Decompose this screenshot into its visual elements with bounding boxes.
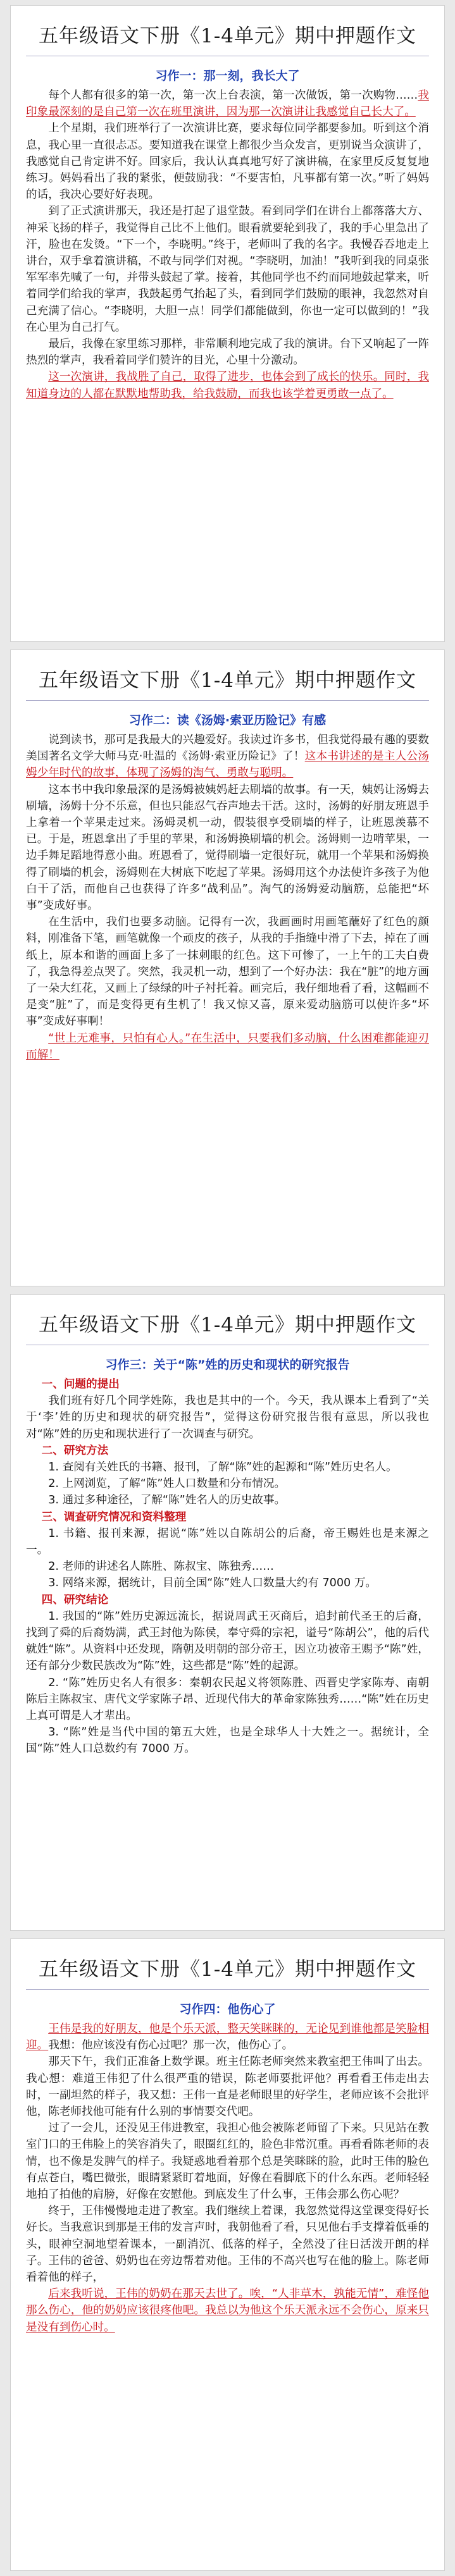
paragraph [26,1030,429,1063]
text-run: 在生活中，我们也要多动脑。记得有一次，我画画时用画笔蘸好了红色的颜料，刚准备下笔，画笔就像一个顽皮的孩子，从我的手指缝中滑了下去，掉在了画纸上，原本和谐的画面上多了一抹刺眼的红色。这下可惨了，一上午的工夫白费了，我急得差点哭了。突然，我灵机一动，想到了一个好办法：我在“脏”的地方画了一朵大红花，又画上了绿绿的叶子衬托着。画完后，我仔细地看了看，这幅画不是变“脏”了，而是变得更有生机了！我又惊又喜，原来爱动脑筋可以使许多“坏事”变成好事啊！ [26,916,429,1028]
page-title: 五年级语文下册《1-4单元》期中押题作文 [39,669,416,692]
divider [26,1345,429,1354]
section-heading: 一、问题的提出 [41,1378,120,1391]
paragraph: 2. “陈”姓历史名人有很多：秦朝农民起义将领陈胜、西晋史学家陈寿、南朝陈后主陈叔宝、唐代文学家陈子昂、近现代伟大的革命家陈独秀……“陈”姓在历史上真可谓是人才辈出。 [26,1676,429,1723]
paragraph [26,120,429,203]
paragraph [26,369,429,402]
essay-subtitle: 习作四：他伤心了 [179,2002,276,2016]
essay-subtitle: 习作二：读《汤姆·索亚历险记》有感 [128,713,327,727]
paragraph [26,914,429,1030]
report-body [26,1376,429,1758]
text-run: 说到读书，那可是我最大的兴趣爱好。我读过许多书，但我觉得最有趣的要数美国著名文学大师马克·吐温的《汤姆·索亚历险记》了！ [26,734,429,763]
paragraph [26,782,429,915]
divider [26,56,429,65]
text-run: 上个星期，我们班举行了一次演讲比赛，要求每位同学都要参加。听到这个消息，我心里一直很忐忑。要知道我在课堂上都很少当众发言，更别说当众演讲了，我感觉自己肯定讲不好。回家后，我认认真真地写好了演讲稿，在家里反反复复地练习。妈妈看出了我的紧张，便鼓励我：“不要害怕，凡事都有第一次。”听了妈妈的话，我决心要好好表现。 [26,122,429,202]
text-run: 到了正式演讲那天，我还是打起了退堂鼓。看到同学们在讲台上都落落大方、神采飞扬的样子，我觉得自己比不上他们。眼看就要轮到我了，我的手心里急出了汗，脸也在发烫。“下一个，李晓明。”终于，老师叫了我的名字。我慢吞吞地走上讲台，双手拿着演讲稿，不敢与同学们对视。“李晓明，加油！”我听到我的同桌张军军率先喊了一句，并带头鼓起了掌。接着，其他同学也不约而同地鼓起掌来，听着同学们给我的掌声，我鼓起勇气抬起了头，看到同学们鼓励的眼神，我忽然对自己充满了信心。“李晓明，大胆一点！同学们都能做到，你也一定可以做到的！”我在心里为自己打气。 [26,205,429,334]
paragraph: 2. 上网浏览，了解“陈”姓人口数量和分布情况。 [48,1477,286,1491]
paragraph: 3. 网络来源，据统计，目前全国“陈”姓人口数量大约有 7000 万。 [48,1577,377,1590]
section-heading: 二、研究方法 [41,1444,109,1457]
essay-card-4 [10,1938,445,2571]
highlighted-text: “世上无难事，只怕有心人。”在生活中，只要我们多动脑，什么困难都能迎刃而解！ [26,1032,429,1061]
essay-subtitle: 习作三：关于“陈”姓的历史和现状的研究报告 [105,1358,350,1372]
essay-body [26,2021,429,2336]
paragraph [26,2054,429,2120]
text-run: 那天下午，我们正准备上数学课。班主任陈老师突然来教室把王伟叫了出去。我心想：难道王伟犯了什么很严重的错误，陈老师要批评他？再看看王伟走出去时，一副坦然的样子，我又想：王伟一直是老师眼里的好学生，老师应该不会批评他，陈老师找他可能有什么别的事情要交代吧。 [26,2055,429,2119]
divider [26,1989,429,1999]
text-run: 每个人都有很多的第一次，第一次上台表演，第一次做饭，第一次购物…… [48,89,418,102]
text-run: 我想：他应该没有伤心过吧？那一次，他伤心了。 [48,2039,294,2052]
paragraph: 我们班有好几个同学姓陈，我也是其中的一个。今天，我从课本上看到了“关于‘李’姓的历史和现状的研究报告”，觉得这份研究报告很有意思，所以我也对“陈”姓的历史和现状进行了一次调查与研究。 [26,1395,429,1441]
paragraph: 3. 通过多种途径，了解“陈”姓名人的历史故事。 [48,1494,286,1507]
paragraph [26,2286,429,2336]
paragraph [26,732,429,782]
paragraph: 1. 查阅有关姓氏的书籍、报刊，了解“陈”姓的起源和“陈”姓历史名人。 [48,1461,397,1474]
paragraph [26,2203,429,2286]
text-run: 过了一会儿，还没见王伟进教室，我担心他会被陈老师留了下来。只见站在教室门口的王伟脸上的笑容消失了，眼圈红红的，脸色非常沉重。再看看陈老师的表情，也不像是发脾气的样子。我疑惑地看着那个总是笑眯眯的脸，此时王伟的脸色有点苍白，嘴巴微张，眼睛紧紧盯着地面，好像在看脚底下的什么东西。老师轻轻地拍了拍他的肩膀，好像在安慰他。到底发生了什么事，王伟会那么伤心呢？ [26,2122,429,2202]
paragraph [26,203,429,336]
highlighted-text: 我印象最深刻的是自己第一次在班里演讲，因为那一次演讲让我感觉自己长大了。 [26,89,429,119]
paragraph [26,2120,429,2203]
page-title: 五年级语文下册《1-4单元》期中押题作文 [39,25,416,47]
page-title: 五年级语文下册《1-4单元》期中押题作文 [39,1314,416,1336]
essay-subtitle: 习作一：那一刻，我长大了 [155,69,300,83]
essay-card-1 [10,5,445,642]
highlighted-text: 这一次演讲，我战胜了自己，取得了进步，也体会到了成长的快乐。同时，我知道身边的人都在默默地帮助我，给我鼓励，而我也该学着更勇敢一点了。 [26,371,429,400]
essay-card-3 [10,1294,445,1931]
essay-card-2 [10,650,445,1286]
paragraph: 2. 老师的讲述名人陈胜、陈叔宝、陈独秀…… [48,1560,274,1574]
highlighted-text: 王伟是我的好朋友，他是个乐天派，整天笑眯眯的，无论见到谁他都是笑脸相迎。 [26,2023,429,2052]
highlighted-text: 这本书讲述的是主人公汤姆少年时代的故事，体现了汤姆的淘气、勇敢与聪明。 [26,750,429,780]
page-title: 五年级语文下册《1-4单元》期中押题作文 [39,1958,416,1981]
divider [26,700,429,710]
paragraph: 3. “陈”姓是当代中国的第五大姓，也是全球华人十大姓之一。据统计，全国“陈”姓人口总数约有 7000 万。 [26,1726,429,1756]
text-run: 这本书中我印象最深的是汤姆被姨妈赶去刷墙的故事。有一天，姨妈让汤姆去刷墙，汤姆十分不乐意，但也只能忍气吞声地去干活。这时，汤姆的好朋友班恩手上拿着一个苹果走过来。汤姆灵机一动，假装很享受刷墙的样子，让班恩羡慕不已。于是，班恩拿出了手里的苹果，和汤姆换刷墙的机会。汤姆则一边啃苹果，一边手舞足蹈地得意小曲。班恩看了，觉得刷墙一定很好玩，就用一个苹果和汤姆换得了刷墙的机会，汤姆则在大树底下吃起了苹果。汤姆用这个办法使许多孩子为他白干了活，而他自己也获得了许多“战利品”。淘气的汤姆爱动脑筋，总能把“坏事”变成好事。 [26,783,429,913]
essay-body [26,87,429,402]
paragraph [26,87,429,120]
paragraph: 1. 书籍、报刊来源，据说“陈”姓以自陈胡公的后裔，帝王赐姓也是来源之一。 [26,1527,429,1557]
paragraph [26,2021,429,2054]
text-run: 终于，王伟慢慢地走进了教室。我们继续上着课，我忽然觉得这堂课变得好长好长。当我意识到那是王伟的发言声时，我朝他看了看，只见他右手支撑着低垂的头，眼神空洞地望着课本，一副消沉、低落的样子，全然没了往日活泼开朗的样子。王伟的爸爸、奶奶也在旁边帮着劝他。王伟的不高兴也写在他的脸上。陈老师看着他的样子， [26,2205,429,2284]
section-heading: 四、研究结论 [41,1593,109,1606]
paragraph: 1. 我国的“陈”姓历史源远流长，据说周武王灭商后，追封前代圣王的后裔，找到了舜的后裔妫满，武王封他为陈侯，奉守舜的宗祀，谥号“陈胡公”，他的后代就姓“陈”。从资料中还发现，隋朝及明朝的部分帝王，因立功被帝王赐予“陈”姓，还有部分少数民族改为“陈”姓，这些都是“陈”姓的起源。 [26,1610,429,1673]
paragraph [26,336,429,369]
essay-body [26,732,429,1063]
highlighted-text: 后来我听说，王伟的奶奶在那天去世了。唉，“人非草木，孰能无情”，难怪他那么伤心，他的奶奶应该很疼他吧。我总以为他这个乐天派永远不会伤心，原来只是没有到伤心时。 [26,2288,429,2334]
text-run: 最后，我像在家里练习那样，非常顺利地完成了我的演讲。台下又响起了一阵热烈的掌声，我看着同学们赞许的目光，心里十分激动。 [26,338,429,367]
section-heading: 三、调查研究情况和资料整理 [41,1510,187,1524]
